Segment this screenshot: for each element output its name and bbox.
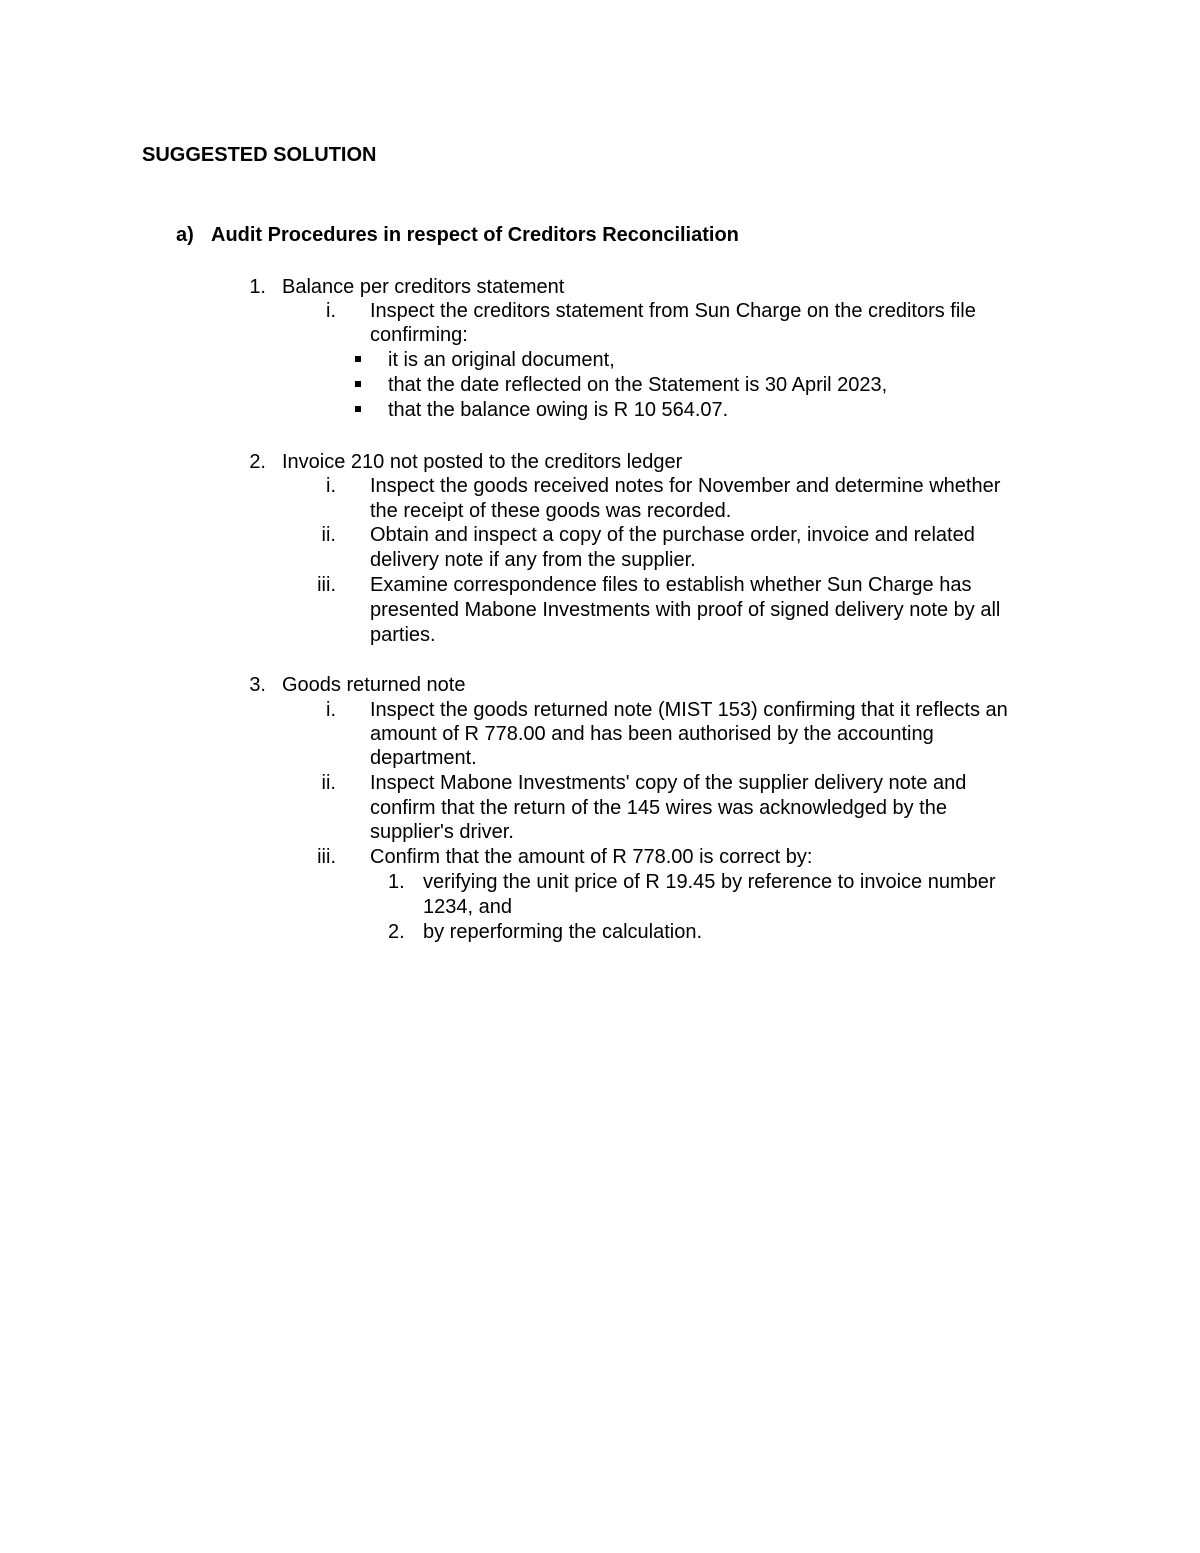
subitem-text: Examine correspondence files to establish whether Sun Charge has — [370, 574, 972, 596]
subitem-text: department. — [370, 747, 477, 769]
subitem-text: supplier's driver. — [370, 821, 514, 843]
item-heading: Goods returned note — [282, 674, 466, 696]
bullet-square-icon — [355, 356, 361, 362]
section-letter: a) — [176, 224, 194, 246]
subitem-text: the receipt of these goods was recorded. — [370, 500, 732, 522]
subitem-marker: iii. — [317, 574, 336, 596]
subitem-text: confirm that the return of the 145 wires was acknowledged by the — [370, 797, 947, 819]
item-number: 1. — [249, 276, 266, 298]
subitem-text: parties. — [370, 624, 436, 646]
item-number: 2. — [249, 451, 266, 473]
subitem-marker: i. — [326, 300, 336, 322]
item-number: 3. — [249, 674, 266, 696]
subitem-marker: ii. — [321, 772, 336, 794]
item-heading: Invoice 210 not posted to the creditors ledger — [282, 451, 683, 473]
subitem-text: delivery note if any from the supplier. — [370, 549, 696, 571]
numbered-marker: 2. — [388, 921, 405, 943]
bullet-square-icon — [355, 406, 361, 412]
bullet-square-icon — [355, 381, 361, 387]
item-heading: Balance per creditors statement — [282, 276, 565, 298]
subitem-text: Obtain and inspect a copy of the purchase order, invoice and related — [370, 524, 975, 546]
subitem-text: presented Mabone Investments with proof of signed delivery note by all — [370, 599, 1001, 621]
subitem-marker: iii. — [317, 846, 336, 868]
numbered-text: by reperforming the calculation. — [423, 921, 703, 943]
bullet-text: it is an original document, — [388, 349, 615, 371]
subitem-text: amount of R 778.00 and has been authorised by the accounting — [370, 723, 934, 745]
subitem-text: Inspect the goods received notes for November and determine whether — [370, 475, 1001, 497]
subitem-text: confirming: — [370, 324, 468, 346]
page-title: SUGGESTED SOLUTION — [142, 144, 377, 166]
numbered-marker: 1. — [388, 871, 405, 893]
subitem-text: Inspect the goods returned note (MIST 153) confirming that it reflects an — [370, 699, 1008, 721]
subitem-text: Inspect Mabone Investments' copy of the supplier delivery note and — [370, 772, 967, 794]
section-heading: Audit Procedures in respect of Creditors Reconciliation — [211, 224, 739, 246]
subitem-marker: i. — [326, 475, 336, 497]
subitem-marker: i. — [326, 699, 336, 721]
bullet-text: that the balance owing is R 10 564.07. — [388, 399, 729, 421]
subitem-marker: ii. — [321, 524, 336, 546]
subitem-text: Inspect the creditors statement from Sun Charge on the creditors file — [370, 300, 976, 322]
subitem-text: Confirm that the amount of R 778.00 is correct by: — [370, 846, 813, 868]
numbered-text: 1234, and — [423, 896, 512, 918]
numbered-text: verifying the unit price of R 19.45 by reference to invoice number — [423, 871, 996, 893]
bullet-text: that the date reflected on the Statement is 30 April 2023, — [388, 374, 888, 396]
